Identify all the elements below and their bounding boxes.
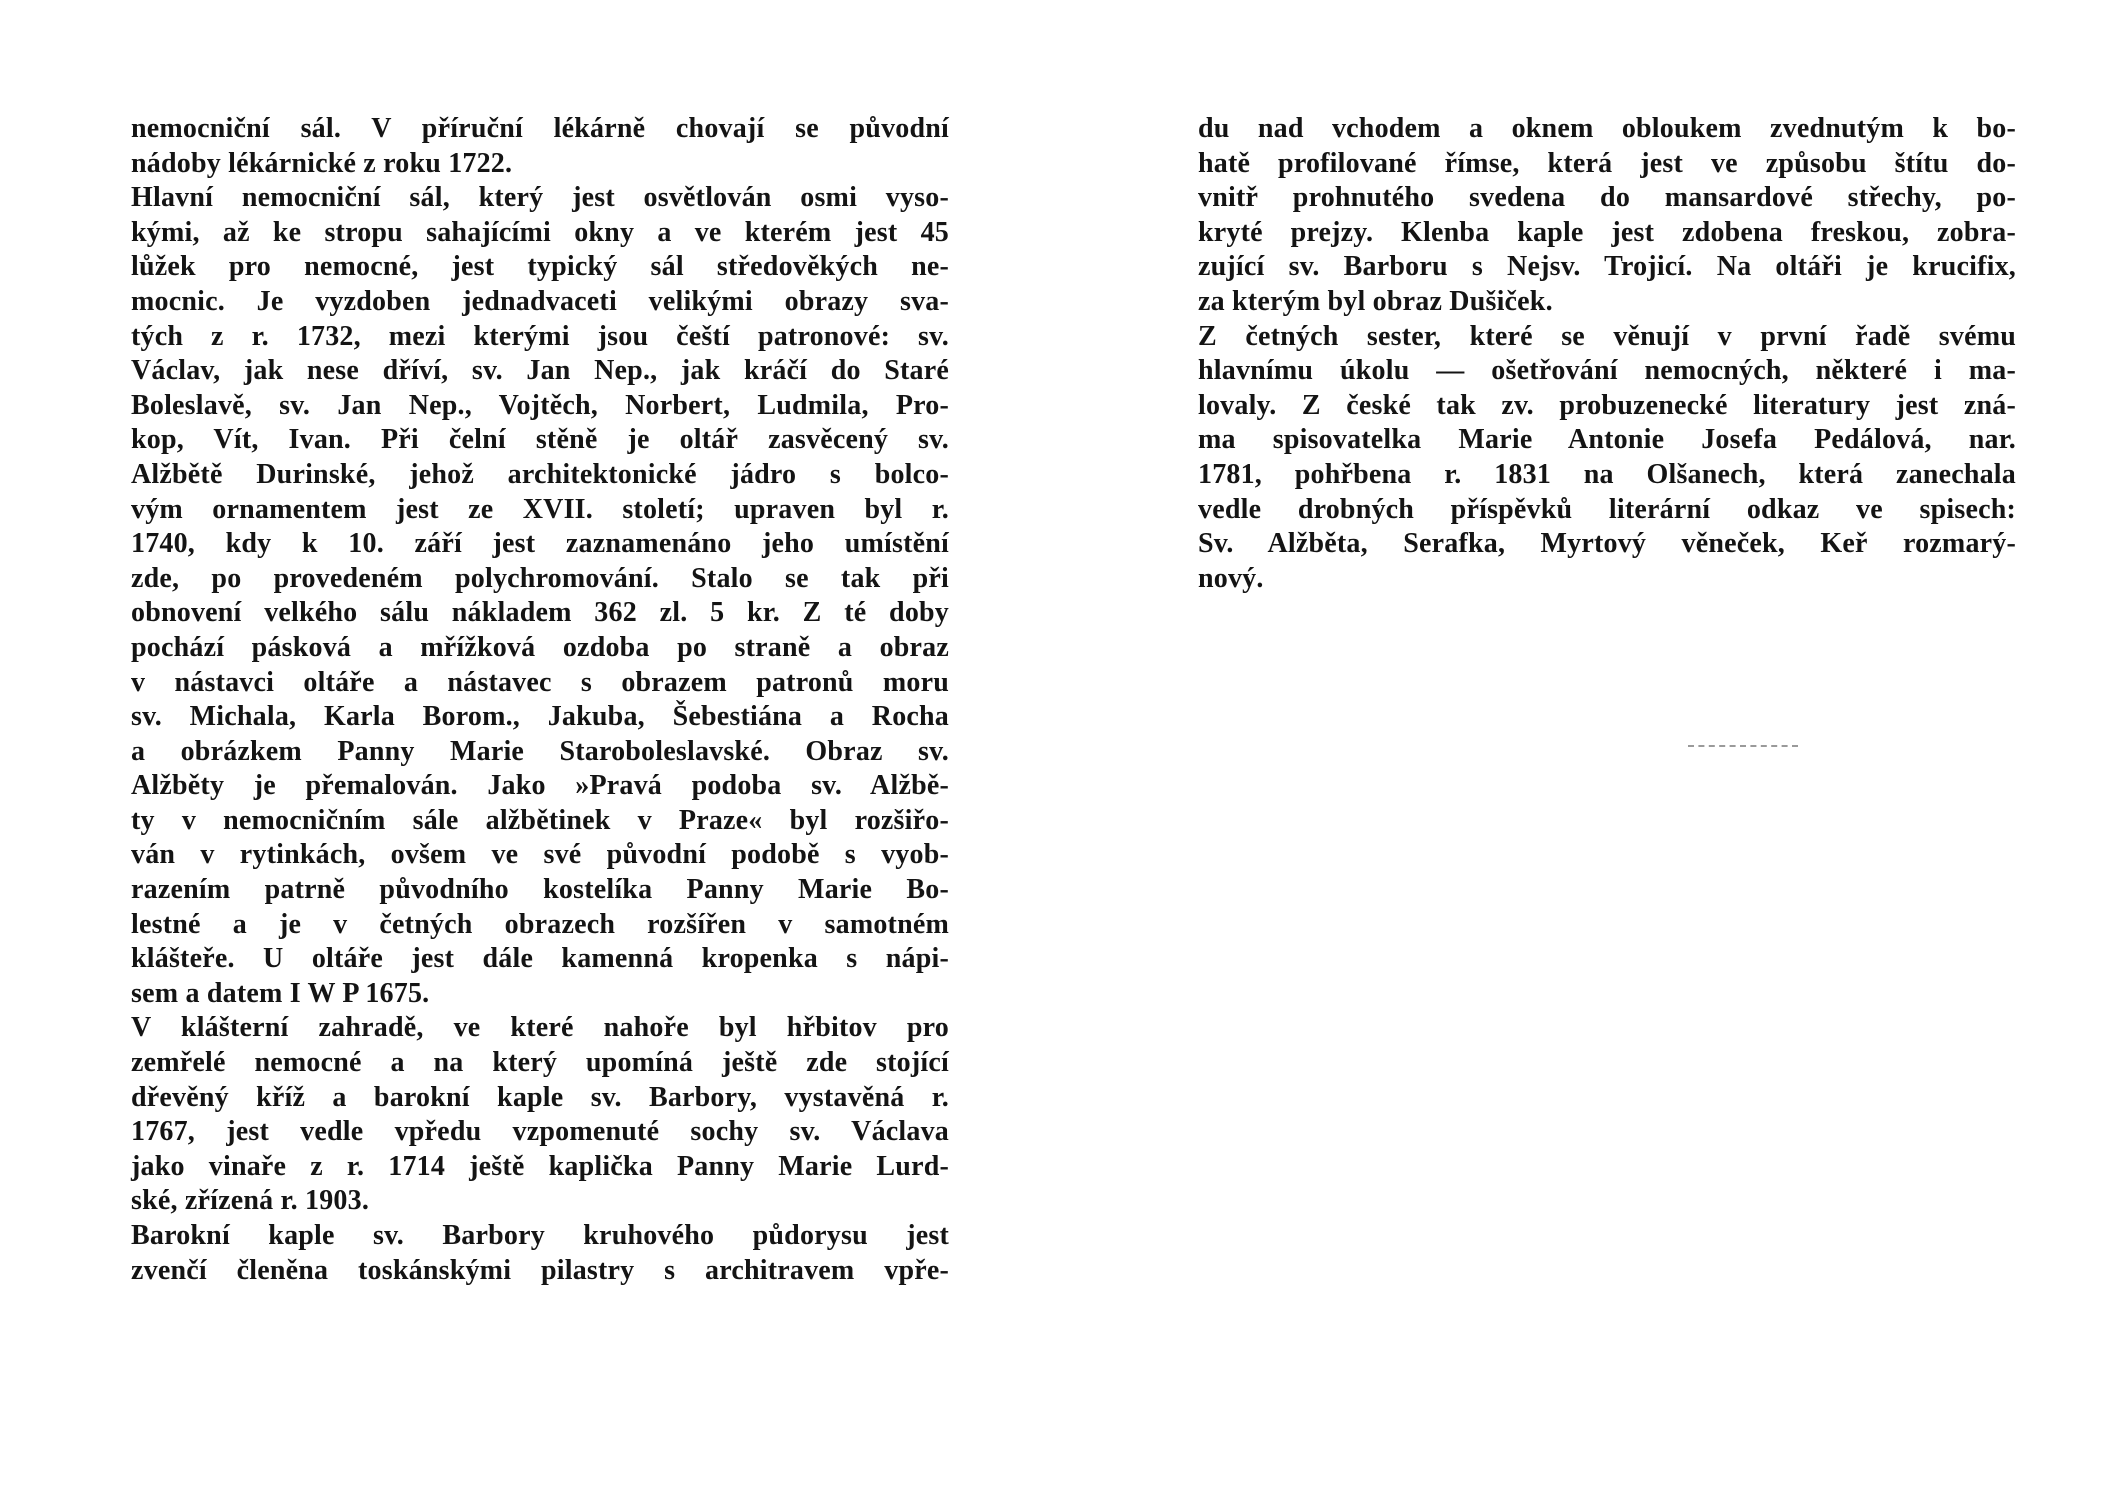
left-page-text	[131, 112, 949, 1288]
text-line: kými, až ke stropu sahajícími okny a ve kterém jest 45	[131, 216, 949, 248]
text-line: razením patrně původního kostelíka Panny Marie Bo-	[131, 874, 949, 906]
text-line: lestné a je v četných obrazech rozšířen v samotném	[131, 908, 949, 940]
text-line: zující sv. Barboru s Nejsv. Trojicí. Na oltáři je krucifix,	[1198, 251, 2016, 283]
text-line: nádoby lékárnické z roku 1722.	[131, 147, 513, 179]
text-line: v nástavci oltáře a nástavec s obrazem patronů moru	[131, 666, 949, 698]
text-line: zvenčí členěna toskánskými pilastry s architravem vpře-	[131, 1254, 949, 1286]
text-line: du nad vchodem a oknem obloukem zvednutým k bo-	[1198, 113, 2016, 144]
text-line: sv. Michala, Karla Borom., Jakuba, Šebestiána a Rocha	[131, 701, 949, 733]
text-line: zde, po provedeném polychromování. Stalo se tak při	[131, 562, 949, 594]
text-line: 1781, pohřbena r. 1831 na Olšanech, která zanechala	[1198, 458, 2016, 490]
text-line: mocnic. Je vyzdoben jednadvaceti velikými obrazy sva-	[131, 285, 949, 317]
text-line: dřevěný kříž a barokní kaple sv. Barbory, vystavěná r.	[131, 1081, 949, 1113]
text-line: Barokní kaple sv. Barbory kruhového půdorysu jest	[131, 1220, 949, 1251]
text-line: Sv. Alžběta, Serafka, Myrtový věneček, Keř rozmarý-	[1198, 528, 2016, 560]
text-line: lůžek pro nemocné, jest typický sál středověkých ne-	[131, 251, 949, 283]
text-line: ván v rytinkách, ovšem ve své původní podobě s vyob-	[131, 839, 949, 871]
text-line: zemřelé nemocné a na který upomíná ještě zde stojící	[131, 1047, 949, 1079]
text-line: jako vinaře z r. 1714 ještě kaplička Panny Marie Lurd-	[131, 1150, 949, 1182]
text-line: nový.	[1198, 562, 1264, 594]
text-line: Boleslavě, sv. Jan Nep., Vojtěch, Norbert, Ludmila, Pro-	[131, 389, 949, 421]
text-line: vnitř prohnutého svedena do mansardové střechy, po-	[1198, 182, 2016, 214]
right-page-text	[1198, 112, 2016, 596]
text-line: za kterým byl obraz Dušiček.	[1198, 285, 1553, 317]
text-line: kryté prejzy. Klenba kaple jest zdobena freskou, zobra-	[1198, 216, 2016, 248]
text-line: nemocniční sál. V příruční lékárně chovají se původní	[131, 113, 949, 144]
text-line: Alžběty je přemalován. Jako »Pravá podoba sv. Alžbě-	[131, 770, 949, 802]
text-line: kop, Vít, Ivan. Při čelní stěně je oltář zasvěcený sv.	[131, 424, 949, 456]
text-line: Alžbětě Durinské, jehož architektonické jádro s bolco-	[131, 458, 949, 490]
text-line: hlavnímu úkolu — ošetřování nemocných, některé i ma-	[1198, 355, 2016, 387]
section-end-dash	[1688, 745, 1798, 747]
text-line: lovaly. Z české tak zv. probuzenecké literatury jest zná-	[1198, 389, 2016, 421]
text-line: a obrázkem Panny Marie Staroboleslavské. Obraz sv.	[131, 735, 949, 767]
text-line: obnovení velkého sálu nákladem 362 zl. 5 kr. Z té doby	[131, 597, 949, 629]
text-line: klášteře. U oltáře jest dále kamenná kropenka s nápi-	[131, 943, 949, 975]
text-line: Václav, jak nese dříví, sv. Jan Nep., jak kráčí do Staré	[131, 355, 949, 387]
text-line: ma spisovatelka Marie Antonie Josefa Pedálová, nar.	[1198, 424, 2016, 456]
text-line: 1740, kdy k 10. září jest zaznamenáno jeho umístění	[131, 528, 949, 560]
text-line: V klášterní zahradě, ve které nahoře byl hřbitov pro	[131, 1012, 949, 1044]
text-line: vým ornamentem jest ze XVII. století; upraven byl r.	[131, 493, 949, 525]
text-line: ské, zřízená r. 1903.	[131, 1185, 370, 1217]
text-line: pochází pásková a mřížková ozdoba po straně a obraz	[131, 631, 949, 663]
text-line: sem a datem I W P 1675.	[131, 977, 430, 1009]
text-line: ty v nemocničním sále alžbětinek v Praze« byl rozšiřo-	[131, 804, 949, 836]
text-line: vedle drobných příspěvků literární odkaz ve spisech:	[1198, 493, 2016, 525]
text-line: hatě profilované římse, která jest ve způsobu štítu do-	[1198, 147, 2016, 179]
text-line: tých z r. 1732, mezi kterými jsou čeští patronové: sv.	[131, 320, 949, 352]
text-line: Hlavní nemocniční sál, který jest osvětlován osmi vyso-	[131, 182, 949, 214]
text-line: Z četných sester, které se věnují v první řadě svému	[1198, 320, 2016, 352]
text-line: 1767, jest vedle vpředu vzpomenuté sochy sv. Václava	[131, 1116, 949, 1148]
